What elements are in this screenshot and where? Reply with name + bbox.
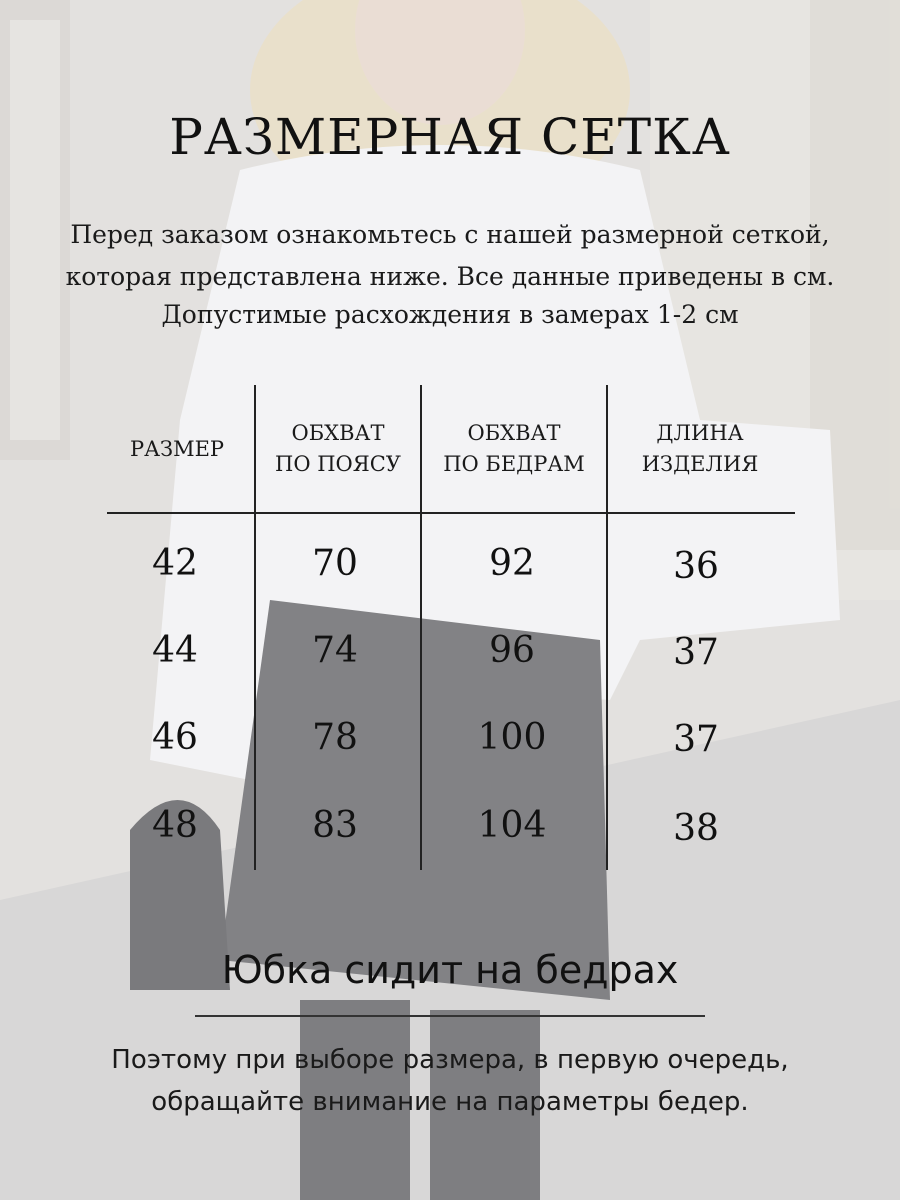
cell-size: 48 <box>152 805 198 846</box>
header-waist: ОБХВАТ ПО ПОЯСУ <box>275 421 401 476</box>
intro-line-3: Допустимые расхождения в замерах 1-2 см <box>161 300 739 329</box>
advice-line-2: обращайте внимание на параметры бедер. <box>151 1087 749 1117</box>
fit-note: Юбка сидит на бедрах <box>221 948 679 992</box>
cell-length: 36 <box>673 546 719 587</box>
cell-length: 37 <box>673 632 719 673</box>
header-length: ДЛИНА ИЗДЕЛИЯ <box>641 421 759 476</box>
cell-length: 37 <box>673 719 719 760</box>
cell-hips: 100 <box>477 717 547 758</box>
cell-waist: 83 <box>312 805 358 846</box>
cell-hips: 104 <box>477 805 547 846</box>
header-hips: ОБХВАТ ПО БЕДРАМ <box>443 421 585 476</box>
intro-line-2: которая представлена ниже. Все данные приведены в см. <box>65 262 835 291</box>
table-divider-2 <box>420 385 422 870</box>
page-title: РАЗМЕРНАЯ СЕТКА <box>169 108 731 166</box>
fit-note-underline <box>195 1015 705 1017</box>
table-divider-1 <box>254 385 256 870</box>
intro-line-1: Перед заказом ознакомьтесь с нашей размерной сеткой, <box>70 220 830 249</box>
cell-waist: 70 <box>312 543 358 584</box>
cell-hips: 96 <box>489 630 535 671</box>
cell-waist: 78 <box>312 717 358 758</box>
cell-size: 46 <box>152 717 198 758</box>
cell-length: 38 <box>673 808 719 849</box>
header-size: РАЗМЕР <box>129 437 225 461</box>
cell-hips: 92 <box>489 543 535 584</box>
cell-waist: 74 <box>312 630 358 671</box>
cell-size: 42 <box>152 543 198 584</box>
advice-line-1: Поэтому при выборе размера, в первую очередь, <box>111 1045 789 1075</box>
cell-size: 44 <box>152 630 198 671</box>
table-header-rule <box>107 512 795 514</box>
table-divider-3 <box>606 385 608 870</box>
